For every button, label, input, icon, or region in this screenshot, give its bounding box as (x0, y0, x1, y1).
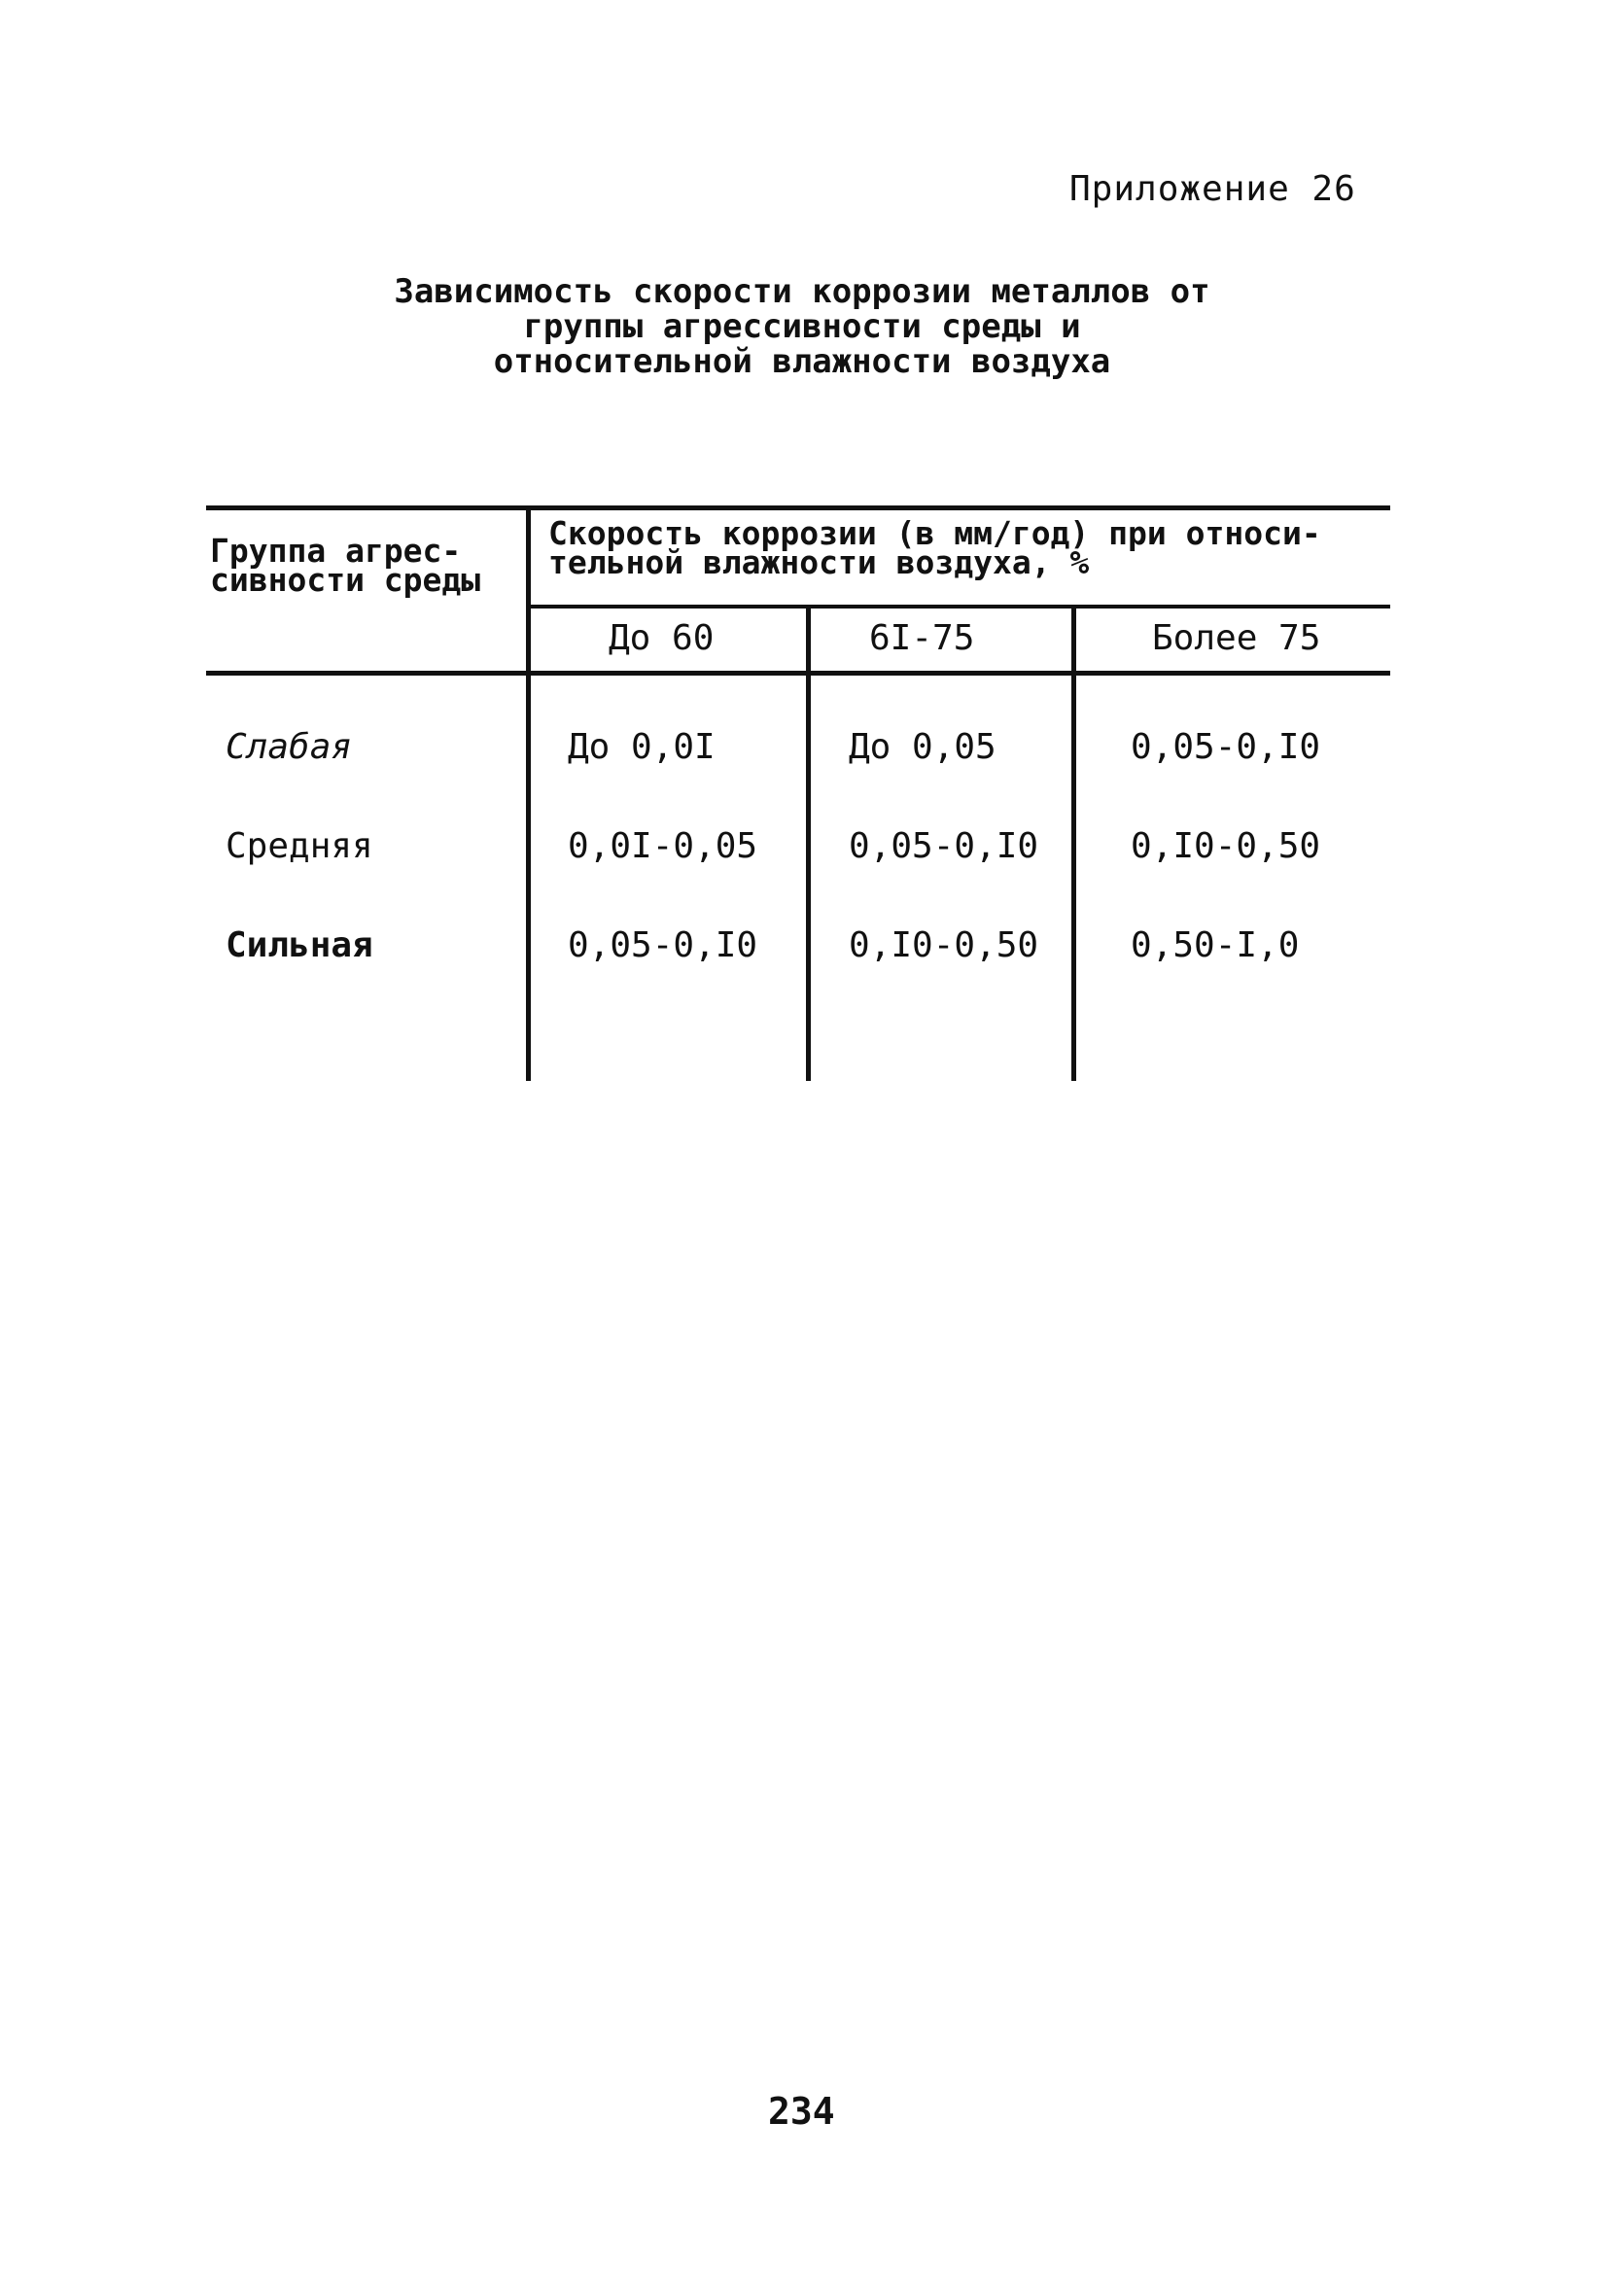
title-line-3: относительной влажности воздуха (493, 342, 1111, 381)
table-top-rule (206, 505, 1390, 510)
subheader-rule (530, 605, 1390, 609)
column-header-2: 6I-75 (869, 618, 975, 658)
row-header: Группа агрес- сивности среды (210, 532, 481, 599)
row-label: Сильная (226, 925, 373, 965)
column-divider-3 (1071, 605, 1076, 1081)
header-bottom-rule (206, 671, 1390, 676)
table-cell: 0,I0-0,50 (849, 925, 1039, 965)
column-divider-2 (806, 605, 811, 1081)
table-cell: 0,05-0,I0 (1131, 727, 1321, 767)
table-cell: 0,I0-0,50 (1131, 826, 1321, 866)
row-label: Средняя (226, 826, 373, 866)
table-cell: 0,0I-0,05 (568, 826, 758, 866)
page-number: 234 (768, 2090, 835, 2133)
table-cell: До 0,0I (568, 727, 716, 767)
table-cell: 0,50-I,0 (1131, 925, 1300, 965)
group-header: Скорость коррозии (в мм/год) при относи- тельной влажности воздуха, % (548, 514, 1321, 581)
document-title (292, 274, 1312, 379)
table-cell: До 0,05 (849, 727, 996, 767)
row-label: Слабая (226, 727, 353, 767)
table-cell: 0,05-0,I0 (849, 826, 1039, 866)
title-line-2: группы агрессивности среды и (523, 307, 1081, 346)
column-header-1: До 60 (609, 618, 715, 658)
title-line-1: Зависимость скорости коррозии металлов от (394, 272, 1210, 311)
column-divider-1 (526, 505, 531, 1081)
table-cell: 0,05-0,I0 (568, 925, 758, 965)
appendix-label: Приложение 26 (1069, 169, 1356, 209)
column-header-3: Более 75 (1152, 618, 1321, 658)
